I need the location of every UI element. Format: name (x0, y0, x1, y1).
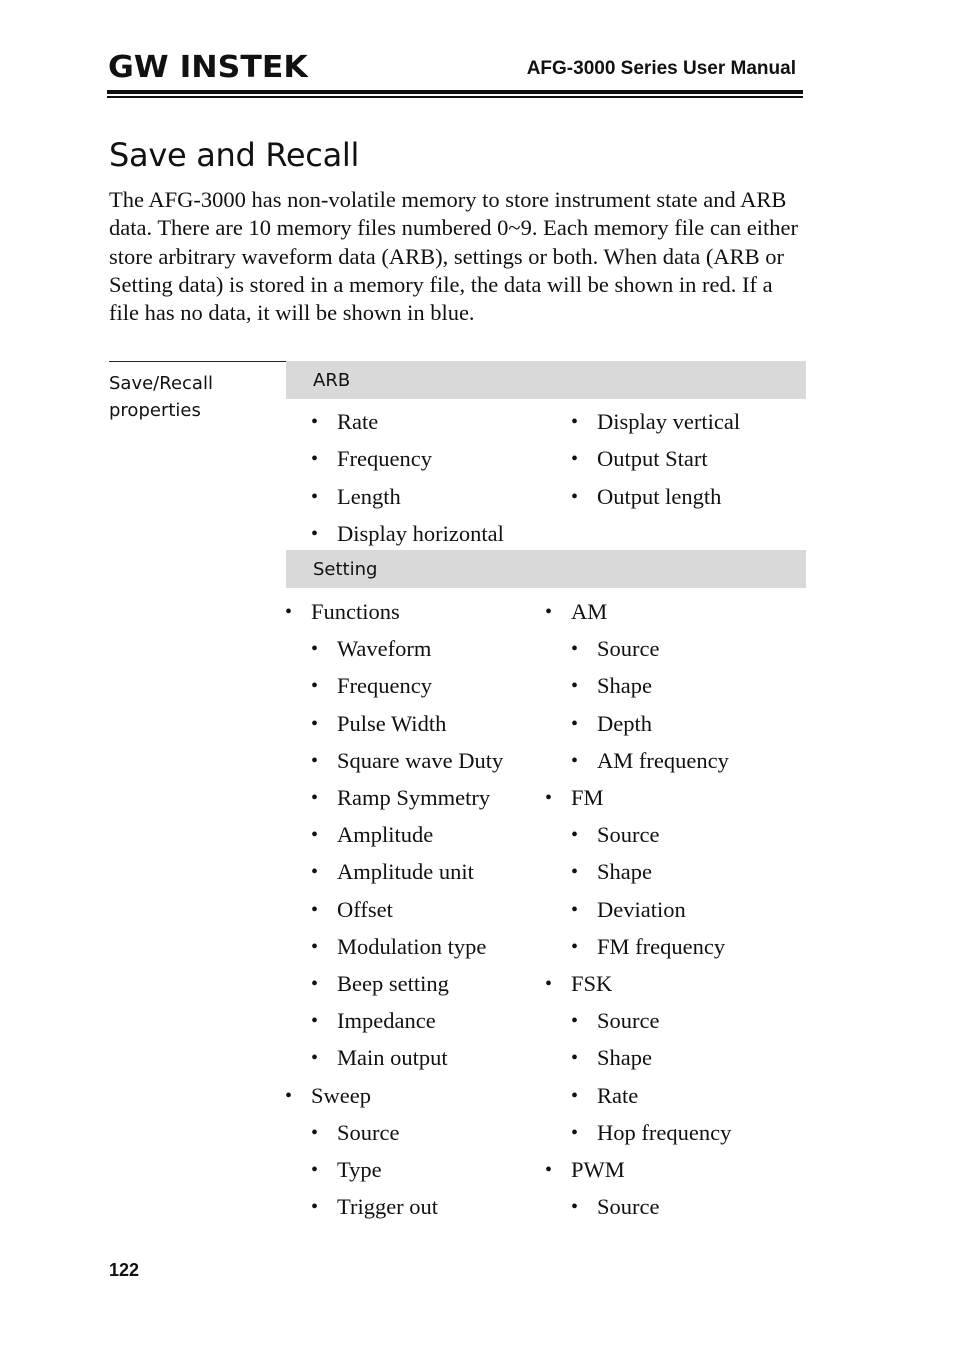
bullet-icon: • (311, 1121, 319, 1144)
list-item (571, 673, 652, 699)
list-item-label: FM (571, 785, 604, 810)
list-item-label: Display vertical (597, 409, 741, 434)
list-item (311, 785, 491, 811)
manual-title: AFG-3000 Series User Manual (526, 58, 796, 79)
page-number: 122 (109, 1260, 140, 1280)
list-item-label: Impedance (337, 1008, 436, 1034)
bullet-icon: • (311, 675, 319, 698)
list-item-label: Rate (337, 409, 379, 434)
header-rule-thin (107, 96, 803, 98)
list-item-label: Ramp Symmetry (337, 785, 491, 810)
arb-header (286, 361, 806, 399)
bullet-icon: • (311, 749, 319, 772)
bullet-icon: • (311, 1047, 319, 1070)
list-item (311, 933, 487, 960)
bullet-icon: • (545, 601, 553, 623)
list-item (311, 673, 432, 699)
list-item-label: Source (337, 1119, 400, 1145)
bullet-icon: • (571, 1084, 579, 1107)
list-item (571, 636, 660, 662)
list-item (311, 636, 432, 662)
bullet-icon: • (571, 675, 579, 698)
list-item (571, 409, 741, 435)
list-item-label: Length (337, 483, 401, 509)
list-item (311, 1157, 382, 1183)
gw-instek-logo: GW INSTEK (108, 50, 308, 85)
bullet-icon: • (571, 1196, 579, 1219)
bullet-icon: • (571, 1121, 579, 1144)
bullet-icon: • (311, 861, 319, 884)
setting-header (286, 550, 806, 588)
list-item (311, 859, 474, 885)
bullet-icon: • (311, 1010, 319, 1033)
list-item-label: Shape (597, 1045, 652, 1071)
list-item-label: Deviation (597, 896, 686, 922)
bullet-icon: • (311, 411, 319, 433)
list-item-label: Functions (311, 599, 400, 624)
bullet-icon: • (311, 485, 319, 508)
list-item (311, 520, 504, 547)
list-item-label: Offset (337, 896, 393, 922)
bullet-icon: • (311, 787, 319, 809)
bullet-icon: • (311, 824, 319, 847)
list-item (311, 1008, 436, 1034)
list-item (571, 483, 722, 510)
bullet-icon: • (311, 935, 319, 958)
bullet-icon: • (311, 898, 319, 921)
bullet-icon: • (311, 522, 319, 545)
bullet-icon: • (311, 1196, 319, 1219)
setting-header-label: Setting (313, 559, 378, 580)
list-item-label: Depth (597, 710, 652, 736)
list-item-label: AM (571, 599, 608, 624)
bullet-icon: • (571, 1010, 579, 1033)
list-item (571, 1008, 660, 1034)
list-item-label: Output length (597, 483, 722, 509)
list-item-label: FM frequency (597, 933, 726, 959)
list-item (285, 1082, 371, 1109)
list-item-label: Source (597, 1008, 660, 1034)
list-item (545, 1157, 625, 1183)
list-item-label: FSK (571, 971, 613, 996)
bullet-icon: • (311, 1159, 319, 1181)
bullet-icon: • (571, 638, 579, 661)
list-item-label: Display horizontal (337, 520, 504, 546)
bullet-icon: • (571, 411, 579, 433)
bullet-icon: • (571, 1047, 579, 1070)
list-item (571, 710, 652, 737)
list-item (571, 1194, 660, 1220)
list-item (311, 896, 393, 923)
list-item-label: Pulse Width (337, 710, 447, 736)
list-item (311, 1119, 400, 1146)
intro-paragraph: The AFG-3000 has non-volatile memory to store instrument state and ARB data. There are 10 memory files numbered 0~9. Each memory file can either store arbitrary waveform data (ARB), settings or both. When data (ARB or Setting data) is stored in a memory file, the data will be shown in red. If a file has no data, it will be shown in blue. (109, 187, 798, 326)
list-item (311, 446, 432, 472)
list-item (571, 859, 652, 885)
list-item (545, 599, 608, 625)
list-item-label: Square wave Duty (337, 747, 504, 773)
list-item (571, 896, 686, 923)
list-item (311, 710, 447, 737)
bullet-icon: • (571, 861, 579, 884)
bullet-icon: • (571, 485, 579, 508)
row-label: Save/Recall properties (109, 373, 213, 421)
list-item-label: Frequency (337, 673, 432, 699)
bullet-icon: • (311, 448, 319, 471)
list-item-label: PWM (571, 1157, 625, 1182)
list-item (311, 1194, 439, 1220)
bullet-icon: • (545, 787, 553, 809)
bullet-icon: • (571, 824, 579, 847)
list-item (545, 785, 604, 811)
list-item (311, 971, 449, 997)
list-item (311, 1045, 448, 1071)
bullet-icon: • (311, 973, 319, 995)
bullet-icon: • (571, 448, 579, 471)
list-item-label: Shape (597, 673, 652, 699)
bullet-icon: • (285, 1084, 293, 1107)
list-item (571, 933, 726, 960)
arb-header-label: ARB (313, 370, 351, 391)
list-item-label: Shape (597, 859, 652, 885)
list-item (311, 822, 434, 848)
bullet-icon: • (285, 601, 293, 623)
list-item-label: AM frequency (597, 747, 729, 773)
list-item-label: Trigger out (337, 1194, 439, 1220)
list-item-label: Output Start (597, 446, 708, 472)
list-item-label: Source (597, 636, 660, 662)
list-item-label: Source (597, 1194, 660, 1220)
list-item-label: Modulation type (337, 933, 487, 959)
bullet-icon: • (571, 935, 579, 958)
list-item (571, 1045, 652, 1071)
header-rule-thick (107, 90, 803, 94)
list-item (311, 747, 504, 774)
list-item (311, 409, 379, 435)
list-item-label: Waveform (337, 636, 432, 662)
list-item-label: Amplitude unit (337, 859, 474, 885)
list-item-label: Type (337, 1157, 382, 1182)
list-item (311, 483, 401, 510)
list-item (571, 1119, 732, 1146)
bullet-icon: • (545, 973, 553, 995)
list-item (285, 599, 400, 625)
list-item (571, 747, 729, 774)
bullet-icon: • (311, 638, 319, 661)
list-item-label: Sweep (311, 1082, 371, 1108)
page-title: Save and Recall (109, 136, 360, 174)
list-item-label: Hop frequency (597, 1119, 732, 1145)
list-item (545, 971, 613, 997)
list-item (571, 446, 708, 472)
list-item (571, 1082, 639, 1109)
bullet-icon: • (311, 712, 319, 735)
list-item-label: Beep setting (337, 971, 449, 996)
list-item-label: Main output (337, 1045, 448, 1071)
list-item-label: Rate (597, 1082, 639, 1108)
list-item-label: Source (597, 822, 660, 848)
bullet-icon: • (571, 898, 579, 921)
list-item-label: Amplitude (337, 822, 434, 848)
bullet-icon: • (571, 712, 579, 735)
list-item (571, 822, 660, 848)
bullet-icon: • (545, 1159, 553, 1181)
bullet-icon: • (571, 749, 579, 772)
list-item-label: Frequency (337, 446, 432, 472)
